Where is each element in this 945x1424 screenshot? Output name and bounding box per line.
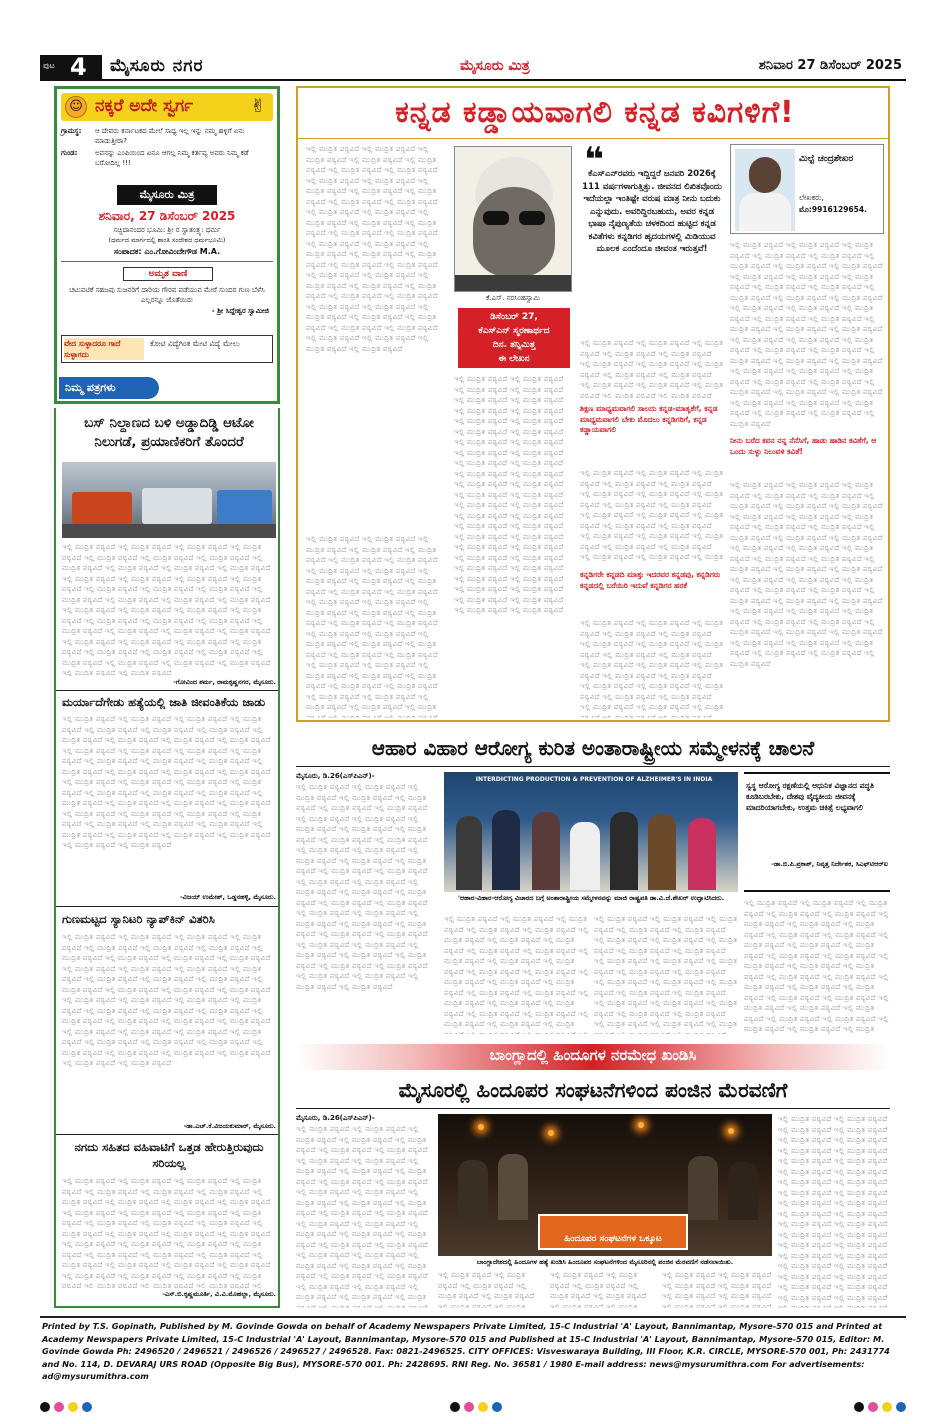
lead-article: [296, 86, 890, 722]
registration-dots: [40, 1402, 906, 1414]
mini-masthead-text: ಮೈಸೂರು ಮಿತ್ರ: [139, 188, 195, 201]
smiley-icon: ☺: [65, 96, 87, 118]
pull-quote-text: ಕೆಎಸ್‌ಎನ್‌ರವರು ಇದ್ದಿದ್ದರೆ ಜನವರಿ 2026ಕ್ಕೆ 111 ವರ್ಷಗಳಾಗುತ್ತಿತ್ತು. ಜೀವನದ ಲಿಖಿತವೊಂದು ಇದೆಯಲ್ಲಾ ಇಂತಿಷ್ಟೇ ವರುಷ ಮಾತ್ರ ನೀನು ಬದುಕು ಎನ್ನುವುದು. ಅವರಿದ್ದಿರಬಹುದು, ಅವರ ಕನ್ನಡ ಭಾಷಾ ನೈಪುಣ್ಯತೆಯ ಚಳಕದಿಂದ ಹುಟ್ಟಿದ ಕನ್ನಡ ಕವಿತೆಗಳು ಕನ್ನಡಿಗರ ಹೃದಯಗಳಲ್ಲಿ ಮಿಡಿಯುವ ಮೂಲಕ ಎಂದೆಂದೂ ಜೀವಂತ ಇರುತ್ತವೆ!: [582, 169, 722, 254]
reg-dot: [896, 1402, 906, 1412]
author-card: [730, 144, 884, 234]
letters-badge: [59, 377, 159, 399]
quote-text: ಚಟುವಟಿಕೆ ಸಹಜವು ಸುಜನರಿಗೆ ದಾರಿಯ ಗೌರವ ಪಡೆಯುವ ಮೇರೆ ಸುಂದರ ಗುಣ ಬೆಳೆಸಿ ಎಲ್ಲರನ್ನೂ ಜೊತೆಯಿರು: [69, 286, 265, 304]
protest-caption: ಬಾಂಗ್ಲಾದೇಶದಲ್ಲಿ ಹಿಂದೂಗಳ ಹತ್ಯೆ ಖಂಡಿಸಿ ಹಿಂದೂಪರ ಸಂಘಟನೆಗಳಿಂದ ಮೈಸೂರಿನಲ್ಲಿ ಪಂಜಿನ ಮೆರವಣಿಗೆ ನಡೆಸಲಾಯಿತು.: [476, 1258, 734, 1266]
quote-author: - ಶ್ರೀ ಸಿದ್ದೇಶ್ವರ ಸ್ವಾಮೀಜಿ: [211, 307, 269, 315]
protest-dateline: ಮೈಸೂರು, ಡಿ.26(ಎಸ್‌ಪಿಎನ್)-: [296, 1114, 375, 1122]
letter4-headline: ನಗದು ಸಹಿತದ ವಹಿವಾಟಿಗೆ ಒತ್ತಡ ಹೇರುತ್ತಿರುವುದು ಸರಿಯಲ್ಲ: [74, 1140, 264, 1170]
page-header: [40, 55, 906, 81]
mini-sub1: ಸಚ್ಚಿದಾನಂದರ ಭೂಮಿ: ಶ್ರೀ ರ ಸ್ವಾತಂತ್ರ್ಯ: ಧರ್ಮ: [113, 226, 221, 234]
quote-mark-icon: ❝: [584, 140, 604, 180]
poem-2: ಕನ್ನಡಿಗರೇ ಕನ್ನಡದಿ ಮಾತ್ತು ಇದರವರ ಕನ್ನಡವು, ಕನ್ನಡಿಗರು ಕನ್ನಡದಲ್ಲಿ ಬರೆಯಿರಿ ಇದುವೆ ಕನ್ನಡಿಗರ ಹರಕೆ: [580, 570, 721, 590]
joke-box: [54, 86, 280, 404]
memorial-box: [458, 308, 570, 368]
joke-title-bar: [61, 93, 273, 121]
reg-dot: [478, 1402, 488, 1412]
protest-kicker-bar: [296, 1044, 890, 1070]
letters-badge-text: ನಿಮ್ಮ ಪತ್ರಗಳು: [65, 381, 116, 394]
reg-dot: [40, 1402, 50, 1412]
lead-headline: ಕನ್ನಡ ಕಡ್ಡಾಯವಾಗಲಿ ಕನ್ನಡ ಕವಿಗಳಿಗೆ!: [395, 95, 795, 130]
pull-quote: [580, 140, 724, 332]
protest-photo: [438, 1114, 772, 1256]
conference-dateline: ಮೈಸೂರು, ಡಿ.26(ಎಸ್‌ಪಿಎನ್)-: [296, 772, 375, 780]
conference-photo: [444, 772, 738, 892]
memorial-line3: ದಿನ. ತನ್ನಿಮಿತ್ತ: [492, 340, 536, 350]
joke-label-1: ಗ್ರಾಮಸ್ಥ:: [61, 127, 82, 135]
page-label: ಪುಟ: [43, 61, 55, 70]
reg-dot: [868, 1402, 878, 1412]
conference-headline: ಆಹಾರ ವಿಹಾರ ಆರೋಗ್ಯ ಕುರಿತ ಅಂತಾರಾಷ್ಟ್ರೀಯ ಸಮ್ಮೇಳನಕ್ಕೆ ಚಾಲನೆ: [371, 736, 815, 760]
reg-dot: [492, 1402, 502, 1412]
masthead: ಮೈಸೂರು ಮಿತ್ರ: [460, 58, 530, 74]
joke-text-1: ಆ ದೇವರು ಕರ್ನಾಟಕದ ಮೇಲೆ ಸಾಧ್ಯ ಇಲ್ಲ ಇನ್ನು ನಮ್ಮ ಹಳ್ಳಿಗೆ ಏನು ಮಾಡುತ್ತೀರಾ?: [95, 127, 245, 145]
letter3-headline: ಗುಣಮಟ್ಟದ ಸ್ಯಾನಿಟರಿ ನ್ಯಾಪ್‌ಕಿನ್ ವಿತರಿಸಿ: [62, 912, 215, 926]
quote-title: ಅಮೃತ ವಾಣಿ: [148, 269, 188, 279]
letter3-signature: -ಡಾ.ಎಚ್.ಕೆ.ವಿಜಯಕುಮಾರ್, ಮೈಸೂರು.: [183, 1122, 276, 1130]
memorial-line4: ಈ ಲೇಖನ: [498, 354, 530, 364]
page-badge: [40, 55, 102, 79]
poet-photo-caption: ಕೆ.ಎಸ್. ನರಸಿಂಹಸ್ವಾಮಿ: [486, 294, 540, 302]
letters-column: [54, 408, 280, 1308]
poet-photo: [454, 146, 572, 292]
conference-caption: 'ಆಹಾರ-ವಿಹಾರ-ಆರೋಗ್ಯ ವಿಚಾರದ ಬಗ್ಗೆ ಅಂತಾರಾಷ್ಟ್ರೀಯ ಸಮ್ಮೇಳನವನ್ನು ಮಾಜಿ ರಾಷ್ಟ್ರಪತಿ ಡಾ.ವಿ.ಜೆ.ಶೇಖರ್ ಉದ್ಘಾಟಿಸಿದರು.: [457, 894, 725, 902]
proverb-strip: [61, 335, 273, 363]
reg-dot: [54, 1402, 64, 1412]
quote-title-box: [123, 267, 213, 281]
protest-headline: ಮೈಸೂರಲ್ಲಿ ಹಿಂದೂಪರ ಸಂಘಟನೆಗಳಿಂದ ಪಂಜಿನ ಮೆರವಣಿಗೆ: [398, 1078, 788, 1102]
footer-imprint: Printed by T.S. Gopinath, Published by M. Govinde Gowda on behalf of Academy Newspapers Private Limited, 15-C Industrial 'A' Layout, Bannimantap, Mysore-570 015 and Printed at Academy Newspapers Private Limited, 15-C Industrial 'A' Layout, Bannimantap, Mysore-570 015 and Published at 15-C Industrial 'A' Layout, Bannimantap, Mysore-570 015, Editor: M. Govinde Gowda Ph: 2496520 / 2496521 / 2496526 / 2496527 / 2496528. Fax: 0821-2496525. CITY OFFICES: Visveswaraya Building, III Floor, K.R. CIRCLE, MYSORE-570 001, Ph: 2431774 and No. 114, D. DEVARAJ URS ROAD (Opposite Big Bus), MYSORE-570 001. Ph: 2428695. RNI Reg. No. 36581 / 1980 E-mail address: news@mysurumithra.com For advertisements: ad@mysurumithra.com: [42, 1321, 890, 1381]
reg-dot: [82, 1402, 92, 1412]
reg-dot: [68, 1402, 78, 1412]
author-name: ಮಿಲ್ಟೆ ಚಂದ್ರಶೇಖರ: [799, 154, 854, 164]
cartoon-icon: ✌: [250, 96, 266, 117]
joke-label-2: ಗುಂಡ:: [61, 149, 78, 157]
poem-1: ಶಿಕ್ಷಣ ಮಾಧ್ಯಮವಾಗಲಿ ಸಾಲದು ಕನ್ನಡ-ಮಾತೃಕೆಗೆ, ಕನ್ನಡ ಮಾಧ್ಯಮವಾಗಲಿ ಬೇಕು ಮೊದಲು ಕನ್ನಡಿಗರಿಗೆ, ಕನ್ನಡ ಕಡ್ಡಾಯವಾಗಲಿ: [580, 404, 718, 434]
letter1-headline: ಬಸ್ ನಿಲ್ದಾಣದ ಬಳಿ ಅಡ್ಡಾದಿಡ್ಡಿ ಆಟೋ ನಿಲುಗಡೆ, ಪ್ರಯಾಣಿಕರಿಗೆ ತೊಂದರೆ: [84, 415, 254, 450]
author-phone: ಮೊ:9916129654.: [799, 205, 867, 214]
proverb-right: ಕೋಟಿ ವಿದ್ಯೆಗಿಂತ ಮೇಟಿ ವಿದ್ಯೆ ಮೇಲು: [150, 339, 240, 348]
protest-banner-text: ಹಿಂದೂಪರ ಸಂಘಟನೆಗಳ ಒಕ್ಕೂಟ: [564, 1234, 662, 1244]
poem-3: ನೀನು ಬರೆದ ಕವನ ನನ್ನ ನೆನೆಸಿಗೆ, ಹಾಡು ಹಾಡಿನ ಕವಿತೆಗೆ, ಆ ಒಂದು ಸುಳ್ಳು ನಿಲುವಳಿ ಕವಿತೆ!: [730, 436, 877, 456]
protest-kicker: ಬಾಂಗ್ಲಾದಲ್ಲಿ ಹಿಂದೂಗಳ ನರಮೇಧ ಖಂಡಿಸಿ: [489, 1046, 697, 1064]
page-number: 4: [70, 53, 87, 81]
letter2-signature: -ವಿಜಯ್ ಉಮೇಶ್, ಒಡ್ಡನಹಳ್ಳಿ, ಮೈಸೂರು.: [179, 893, 276, 901]
conference-quote-author: -ಡಾ.ಬಿ.ಪಿ.ಪ್ರಕಾಶ್, ನಿವೃತ್ತ ನಿರ್ದೇಶಕ, ಸಿಎಫ್‌ಟಿಆರ್‌ಐ: [771, 860, 888, 868]
author-photo: [735, 149, 795, 231]
letter1-signature: -ಗೋವಿಂದ ಶರ್ಮ, ರಾಮಕೃಷ್ಣನಗರ, ಮೈಸೂರು.: [173, 678, 276, 686]
conference-quote: ಸ್ವಸ್ಥ ಆರೋಗ್ಯ ರಕ್ಷಣೆಯಲ್ಲಿ ಆಧುನಿಕ ವಿಜ್ಞಾನದ ಪದ್ಧತಿ ಕೂಡಿಬರಬೇಕು, ದೇಶವು ವೈದ್ಯಕೀಯ ಜೀವನಕ್ಕೆ ಮಾದರಿಯಾಗಬೇಕು, ಉತ್ತಮ ಚಿಕಿತ್ಸೆ ಲಭ್ಯವಾಗಲಿ: [746, 781, 874, 812]
memorial-line1: ಡಿಸೆಂಬರ್ 27,: [490, 312, 538, 322]
author-role: ಲೇಖಕರು,: [799, 193, 824, 202]
memorial-line2: ಕೆಎಸ್‌ಎನ್ ಸ್ಮರಣಾರ್ಥದ: [478, 326, 550, 336]
letter4-signature: -ಎಸ್.ಬಿ.ಕೃಷ್ಣಮೂರ್ತಿ, ವಿ.ವಿ.ಮೊಹಲ್ಲಾ, ಮೈಸೂರು.: [162, 1290, 276, 1298]
protest-banner: [538, 1214, 688, 1250]
joke-text-2: ಅವನನ್ನು ಎಂಪಿಯಿಂದ ಏನೂ ಆಗಲ್ಲ ನಿಮ್ಮ ಕರ್ತವ್ಯ ಅವರು ನಿಮ್ಮ ಕಡೆ ಬರೋದಿಲ್ಲ !!!: [95, 149, 249, 167]
reg-dot: [450, 1402, 460, 1412]
reg-dot: [882, 1402, 892, 1412]
letter2-headline: ಮರ್ಯಾದೆಗೇಡು ಹತ್ಯೆಯಲ್ಲಿ ಜಾತಿ ಜೀವಂತಿಕೆಯ ಜಾಡು: [62, 695, 266, 709]
reg-dot: [854, 1402, 864, 1412]
mini-sub2: (ಧರ್ಮದ ಮಾರ್ಗದಲ್ಲಿ ಶಾಂತಿ ಸಂದೇಶದ ಧರ್ಮಭೂಮಿ): [108, 236, 226, 244]
bus-stand-photo: [62, 462, 276, 538]
mini-editor: ಸಂಪಾದಕ: ಎಂ.ಗೋವಿಂದೇಗೌಡ M.A.: [113, 247, 221, 256]
joke-title: ನಕ್ಕರೆ ಅದೇ ಸ್ವರ್ಗ: [95, 96, 194, 116]
reg-dot: [464, 1402, 474, 1412]
mini-masthead: [117, 185, 217, 205]
conference-quote-box: [744, 772, 890, 892]
section-title: ಮೈಸೂರು ನಗರ: [110, 56, 204, 76]
mini-date: ಶನಿವಾರ, 27 ಡಿಸೆಂಬರ್ 2025: [98, 209, 236, 223]
header-date: ಶನಿವಾರ 27 ಡಿಸೆಂಬರ್ 2025: [758, 58, 902, 73]
conference-banner: INTERDICTING PRODUCTION & PREVENTION OF ALZHEIMER'S IN INDIA: [475, 776, 713, 783]
proverb-left: ವೇದ ಸುಳ್ಳಾದರೂ ಗಾದೆ ಸುಳ್ಳಾಗದು: [64, 338, 144, 360]
